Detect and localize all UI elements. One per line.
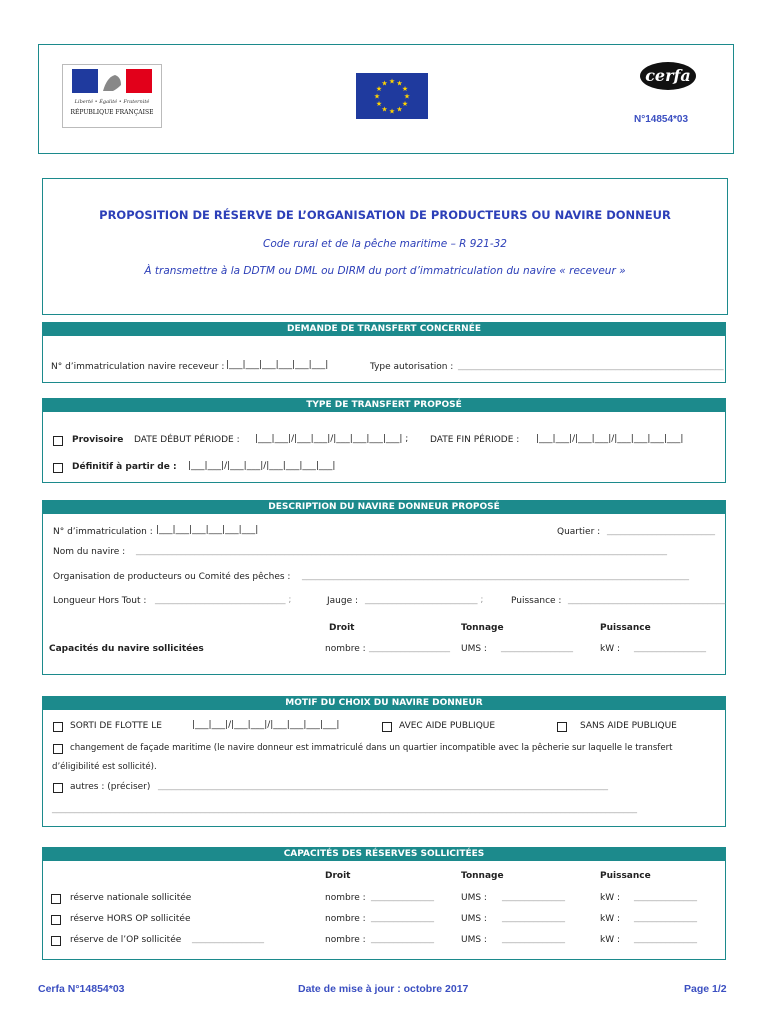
reserve-op-name-field[interactable]: ________________ [192,934,264,944]
section-panel-demande [42,336,726,383]
reserve-label: réserve nationale sollicitée [70,893,192,903]
nombre-field[interactable]: __________________ [369,643,450,653]
res-col-droit-header: Droit [325,871,351,881]
eu-star-icon: ★ [388,77,396,86]
reserve-ums-label: UMS : [461,914,487,924]
reserve-ums-label: UMS : [461,893,487,903]
section-panel-type [42,412,726,483]
immat-receveur-field[interactable]: |___|___|___|___|___|___| [226,360,329,370]
reserve-nombre-field[interactable]: ______________ [371,913,434,923]
ums-label: UMS : [461,644,487,654]
section-header-capacites: CAPACITÉS DES RÉSERVES SOLLICITÉES [42,847,726,861]
col-droit-header: Droit [329,623,355,633]
section-header-motif: MOTIF DU CHOIX DU NAVIRE DONNEUR [42,696,726,710]
longueur-label: Longueur Hors Tout : [53,596,147,606]
sorti-flotte-date-field[interactable]: |___|___|/|___|___|/|___|___|___|___| [192,720,340,730]
eu-star-icon: ★ [375,85,383,93]
section-header-demande: DEMANDE DE TRANSFERT CONCERNÉE [42,322,726,336]
nombre-label: nombre : [325,644,366,654]
subtitle-code: Code rural et de la pêche maritime – R 921-32 [263,238,507,250]
reserve-nombre-label: nombre : [325,914,366,924]
jauge-label: Jauge : [327,596,359,606]
col-tonnage-header: Tonnage [461,623,504,633]
autres-label: autres : (préciser) [70,782,151,792]
main-title: PROPOSITION DE RÉSERVE DE L’ORGANISATION DE PRODUCTEURS OU NAVIRE DONNEUR [99,208,671,222]
reserve-nombre-field[interactable]: ______________ [371,892,434,902]
puissance-field[interactable]: ___________________________________ [568,595,726,605]
col-puissance-header: Puissance [600,623,651,633]
reserve-checkbox[interactable] [51,894,61,904]
reserve-label: réserve HORS OP sollicitée [70,914,191,924]
quartier-label: Quartier : [557,527,601,537]
reserve-nombre-label: nombre : [325,935,366,945]
avec-aide-label: AVEC AIDE PUBLIQUE [399,721,496,731]
eu-star-icon: ★ [401,100,409,108]
footer-update-date: Date de mise à jour : octobre 2017 [298,983,469,995]
reserve-ums-label: UMS : [461,935,487,945]
donneur-immat-field[interactable]: |___|___|___|___|___|___| [156,525,259,535]
kw-label: kW : [600,644,621,654]
eu-star-icon: ★ [373,92,381,101]
reserve-kw-field[interactable]: ______________ [634,934,697,944]
definitif-label: Définitif à partir de : [72,462,177,472]
sans-aide-label: SANS AIDE PUBLIQUE [580,721,677,731]
footer-cerfa-number: Cerfa N°14854*03 [38,983,125,995]
definitif-checkbox[interactable] [53,463,63,473]
nom-navire-field[interactable]: ______________________________________________________________________________________________________________________ [136,546,667,556]
date-debut-field[interactable]: |___|___|/|___|___|/|___|___|___|___| ; [255,434,409,444]
immat-receveur-label: N° d’immatriculation navire receveur : [51,362,225,372]
eu-star-icon: ★ [401,85,409,93]
autres-field-line2[interactable]: __________________________________________________________________________________________________________________________________ [52,804,637,814]
longueur-field[interactable]: _____________________________ ; [155,595,292,605]
date-debut-label: DATE DÉBUT PÉRIODE : [134,435,240,445]
date-fin-field[interactable]: |___|___|/|___|___|/|___|___|___|___| [536,434,684,444]
op-field[interactable]: ______________________________________________________________________________________ [302,571,689,581]
autres-field[interactable]: ____________________________________________________________________________________________________ [158,781,608,791]
reserve-kw-label: kW : [600,893,621,903]
section-header-type: TYPE DE TRANSFERT PROPOSÉ [42,398,726,412]
republique-francaise-logo [62,64,162,128]
sorti-flotte-checkbox[interactable] [53,722,63,732]
reserve-checkbox[interactable] [51,936,61,946]
reserve-kw-label: kW : [600,914,621,924]
reserve-label: réserve de l’OP sollicitée [70,935,182,945]
changement-facade-checkbox[interactable] [53,744,63,754]
ums-field[interactable]: ________________ [501,643,573,653]
avec-aide-checkbox[interactable] [382,722,392,732]
nom-navire-label: Nom du navire : [53,547,126,557]
reserve-ums-field[interactable]: ______________ [502,934,565,944]
quartier-field[interactable]: ________________________ [607,526,715,536]
eu-star-icon: ★ [396,105,403,114]
autres-checkbox[interactable] [53,783,63,793]
reserve-kw-field[interactable]: ______________ [634,913,697,923]
op-label: Organisation de producteurs ou Comité des pêches : [53,572,291,582]
donneur-immat-label: N° d’immatriculation : [53,527,153,537]
subtitle-transmettre: À transmettre à la DDTM ou DML ou DIRM du port d’immatriculation du navire « receveur » [144,265,626,277]
type-autorisation-field[interactable]: ___________________________________________________________ [458,361,724,371]
eu-star-icon: ★ [403,92,411,101]
reserve-ums-field[interactable]: ______________ [502,913,565,923]
jauge-field[interactable]: _________________________ ; [365,595,484,605]
changement-facade-label-cont: d’éligibilité est sollicité). [52,762,157,772]
kw-field[interactable]: ________________ [634,643,706,653]
footer-page-number: Page 1/2 [684,983,727,995]
eu-star-icon: ★ [381,105,388,114]
reserve-nombre-field[interactable]: ______________ [371,934,434,944]
puissance-label: Puissance : [511,596,562,606]
reserve-kw-label: kW : [600,935,621,945]
rf-name: RÉPUBLIQUE FRANÇAISE [70,109,154,116]
eu-star-icon: ★ [381,79,388,88]
eu-flag-logo [356,73,428,119]
sorti-flotte-label: SORTI DE FLOTTE LE [70,721,162,731]
eu-star-icon: ★ [396,79,403,88]
form-number: N°14854*03 [634,114,689,125]
changement-facade-label: changement de façade maritime (le navire donneur est immatriculé dans un quartier incompatible avec la pêcherie sur laquelle le transfert [70,743,673,753]
reserve-checkbox[interactable] [51,915,61,925]
type-autorisation-label: Type autorisation : [370,362,454,372]
capacites-label: Capacités du navire sollicitées [49,644,204,654]
reserve-kw-field[interactable]: ______________ [634,892,697,902]
eu-star-icon: ★ [375,100,383,108]
reserve-ums-field[interactable]: ______________ [502,892,565,902]
provisoire-checkbox[interactable] [53,436,63,446]
date-fin-label: DATE FIN PÉRIODE : [430,435,520,445]
res-col-puissance-header: Puissance [600,871,651,881]
definitif-date-field[interactable]: |___|___|/|___|___|/|___|___|___|___| [188,461,336,471]
reserve-nombre-label: nombre : [325,893,366,903]
cerfa-logo: cerfa [640,62,696,90]
sans-aide-checkbox[interactable] [557,722,567,732]
rf-motto: Liberté • Égalité • Fraternité [74,99,150,105]
section-header-description: DESCRIPTION DU NAVIRE DONNEUR PROPOSÉ [42,500,726,514]
provisoire-label: Provisoire [72,435,124,445]
res-col-tonnage-header: Tonnage [461,871,504,881]
eu-star-icon: ★ [388,107,396,116]
